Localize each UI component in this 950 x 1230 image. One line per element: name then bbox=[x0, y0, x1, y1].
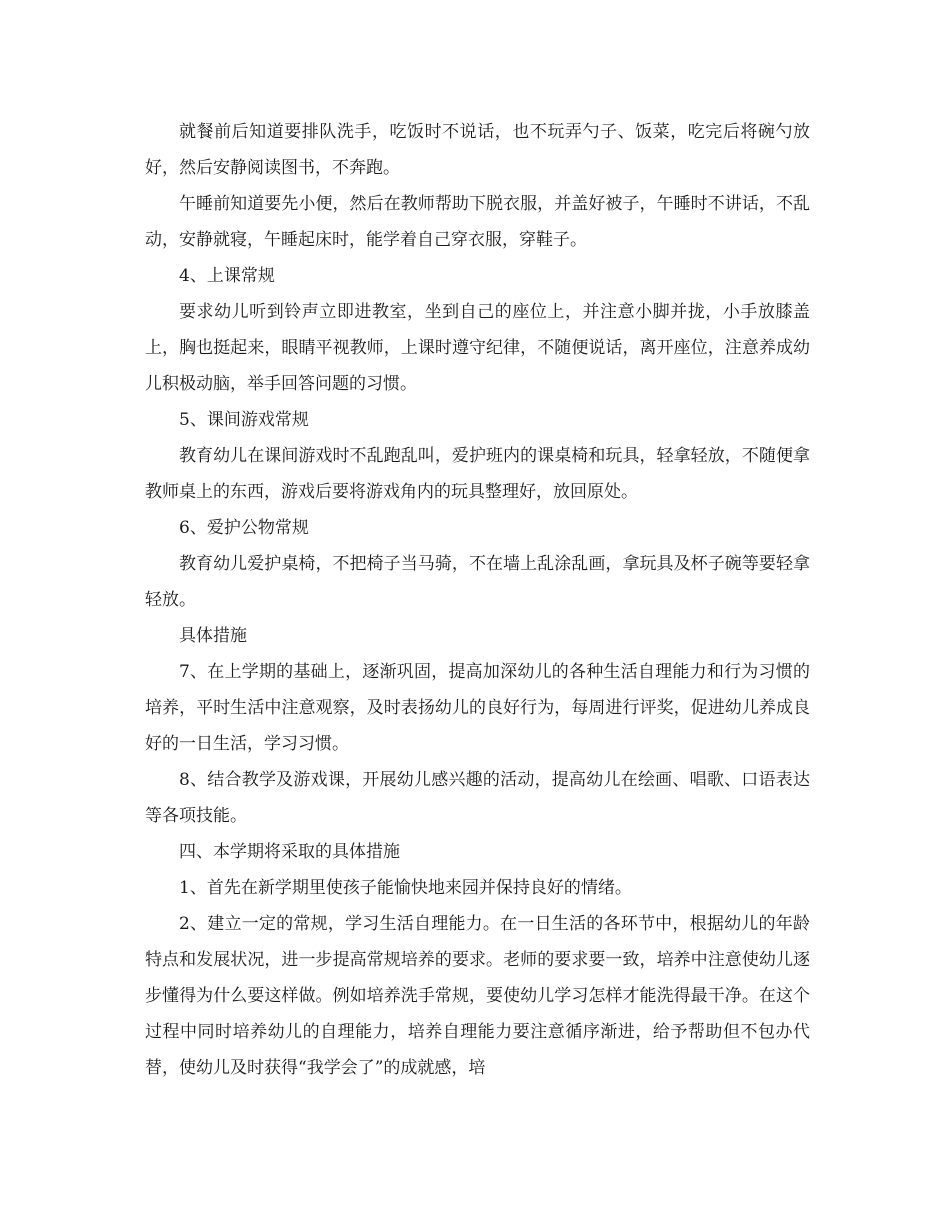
paragraph: 教育幼儿在课间游戏时不乱跑乱叫，爱护班内的课桌椅和玩具，轻拿轻放，不随便拿教师桌上的东西，游戏后要将游戏角内的玩具整理好，放回原处。 bbox=[145, 446, 810, 502]
paragraph: 就餐前后知道要排队洗手，吃饭时不说话，也不玩弄勺子、饭菜，吃完后将碗勺放好，然后安静阅读图书，不奔跑。 bbox=[145, 122, 810, 178]
section-heading: 5、课间游戏常规 bbox=[179, 410, 309, 430]
document-body bbox=[145, 114, 810, 1086]
paragraph: 要求幼儿听到铃声立即进教室，坐到自己的座位上，并注意小脚并拢，小手放膝盖上，胸也挺起来，眼睛平视教师，上课时遵守纪律，不随便说话，离开座位，注意养成幼儿积极动脑，举手回答问题的习惯。 bbox=[145, 302, 810, 394]
section-heading: 四、本学期将采取的具体措施 bbox=[179, 842, 400, 862]
paragraph: 2、建立一定的常规，学习生活自理能力。在一日生活的各环节中，根据幼儿的年龄特点和发展状况，进一步提高常规培养的要求。老师的要求要一致，培养中注意使幼儿逐步懂得为什么要这样做。例如培养洗手常规，要使幼儿学习怎样才能洗得最干净。在这个过程中同时培养幼儿的自理能力，培养自理能力要注意循序渐进，给予帮助但不包办代替，使幼儿及时获得“我学会了”的成就感，培 bbox=[145, 914, 810, 1078]
paragraph: 1、首先在新学期里使孩子能愉快地来园并保持良好的情绪。 bbox=[179, 878, 632, 898]
paragraph: 午睡前知道要先小便，然后在教师帮助下脱衣服，并盖好被子，午睡时不讲话，不乱动，安静就寝，午睡起床时，能学着自己穿衣服，穿鞋子。 bbox=[145, 194, 810, 250]
paragraph: 7、在上学期的基础上，逐渐巩固，提高加深幼儿的各种生活自理能力和行为习惯的培养，平时生活中注意观察，及时表扬幼儿的良好行为，每周进行评奖，促进幼儿养成良好的一日生活，学习习惯。 bbox=[145, 662, 810, 754]
paragraph: 8、结合教学及游戏课，开展幼儿感兴趣的活动，提高幼儿在绘画、唱歌、口语表达等各项技能。 bbox=[145, 770, 810, 826]
section-heading: 具体措施 bbox=[179, 626, 247, 646]
section-heading: 4、上课常规 bbox=[179, 266, 275, 286]
paragraph: 教育幼儿爱护桌椅，不把椅子当马骑，不在墙上乱涂乱画，拿玩具及杯子碗等要轻拿轻放。 bbox=[145, 554, 810, 610]
section-heading: 6、爱护公物常规 bbox=[179, 518, 309, 538]
